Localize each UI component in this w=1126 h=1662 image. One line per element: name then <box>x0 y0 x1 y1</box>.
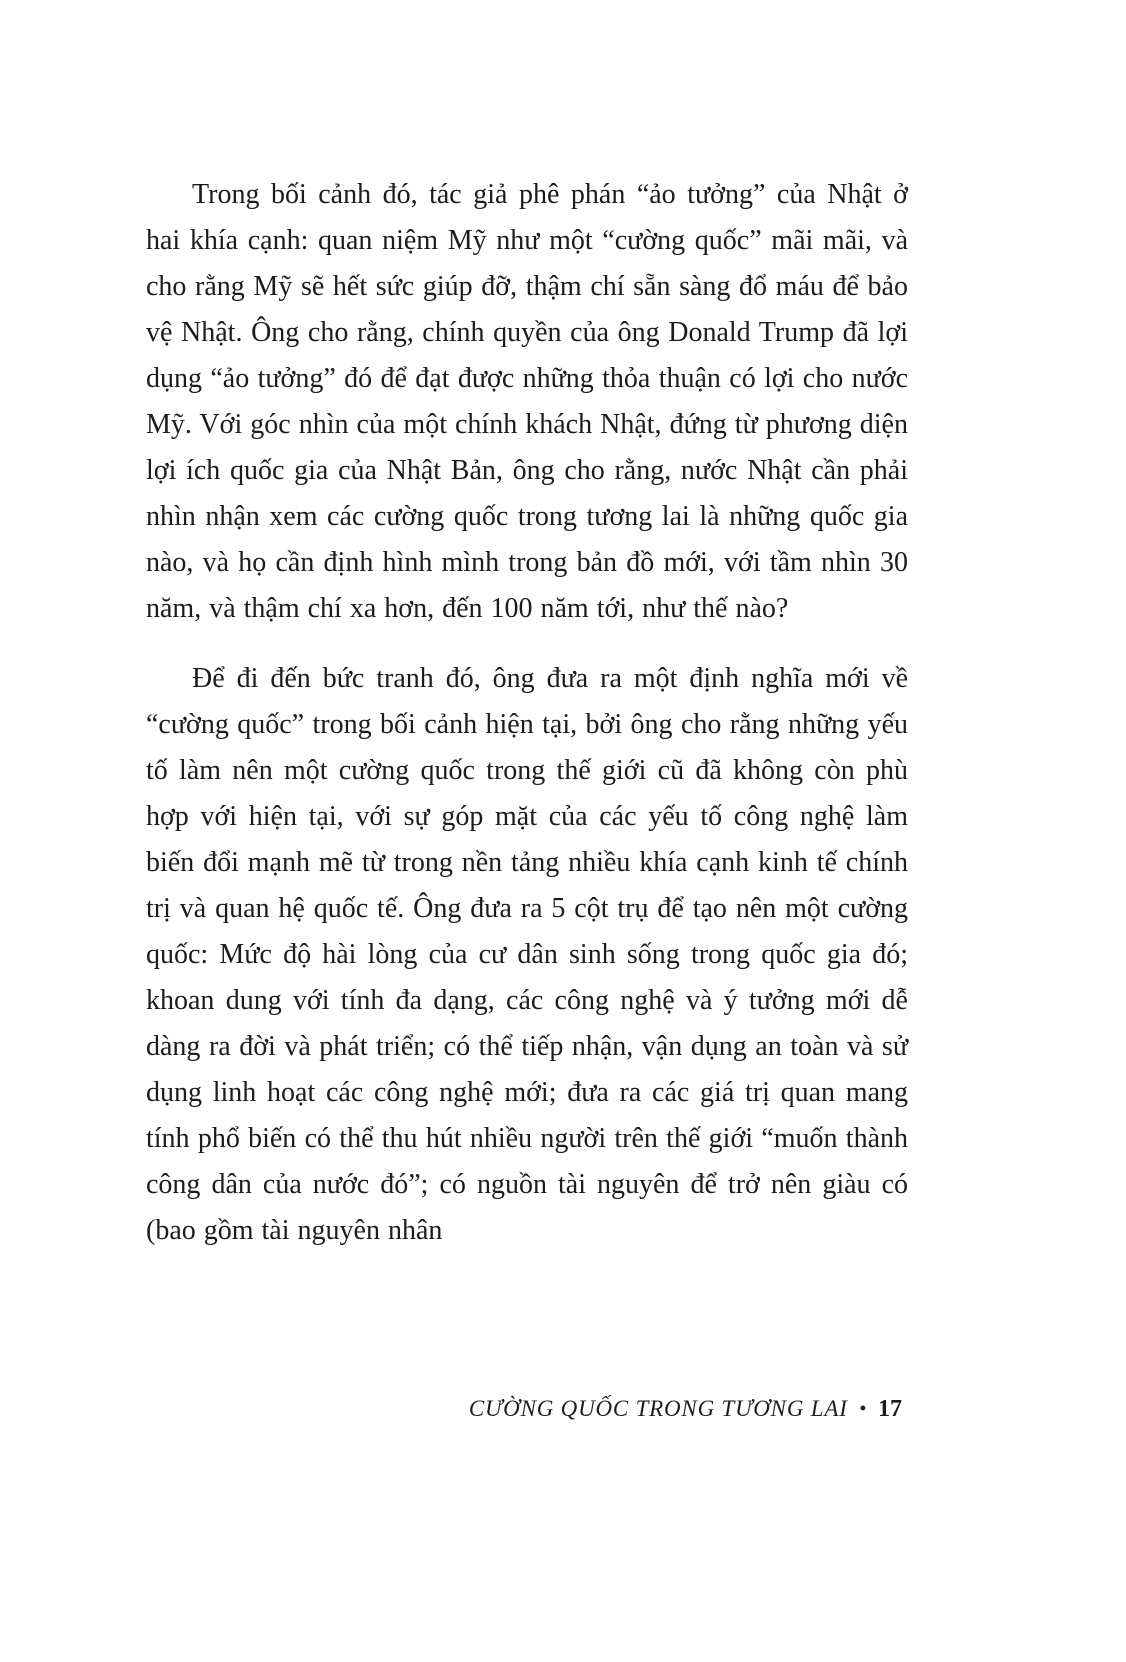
page-number: 17 <box>878 1396 902 1422</box>
page-footer <box>469 1396 902 1423</box>
paragraph-1: Trong bối cảnh đó, tác giả phê phán “ảo tưởng” của Nhật ở hai khía cạnh: quan niệm Mỹ như một “cường quốc” mãi mãi, và cho rằng Mỹ sẽ hết sức giúp đỡ, thậm chí sẵn sàng đổ máu để bảo vệ Nhật. Ông cho rằng, chính quyền của ông Donald Trump đã lợi dụng “ảo tưởng” đó để đạt được những thỏa thuận có lợi cho nước Mỹ. Với góc nhìn của một chính khách Nhật, đứng từ phương diện lợi ích quốc gia của Nhật Bản, ông cho rằng, nước Nhật cần phải nhìn nhận xem các cường quốc trong tương lai là những quốc gia nào, và họ cần định hình mình trong bản đồ mới, với tầm nhìn 30 năm, và thậm chí xa hơn, đến 100 năm tới, như thế nào? <box>146 179 908 624</box>
paragraph-2: Để đi đến bức tranh đó, ông đưa ra một định nghĩa mới về “cường quốc” trong bối cảnh hiện tại, bởi ông cho rằng những yếu tố làm nên một cường quốc trong thế giới cũ đã không còn phù hợp với hiện tại, với sự góp mặt của các yếu tố công nghệ làm biến đổi mạnh mẽ từ trong nền tảng nhiều khía cạnh kinh tế chính trị và quan hệ quốc tế. Ông đưa ra 5 cột trụ để tạo nên một cường quốc: Mức độ hài lòng của cư dân sinh sống trong quốc gia đó; khoan dung với tính đa dạng, các công nghệ và ý tưởng mới dễ dàng ra đời và phát triển; có thể tiếp nhận, vận dụng an toàn và sử dụng linh hoạt các công nghệ mới; đưa ra các giá trị quan mang tính phổ biến có thể thu hút nhiều người trên thế giới “muốn thành công dân của nước đó”; có nguồn tài nguyên để trở nên giàu có (bao gồm tài nguyên nhân <box>146 663 908 1246</box>
footer-separator: • <box>859 1398 866 1418</box>
running-title: CƯỜNG QUỐC TRONG TƯƠNG LAI <box>468 1396 848 1421</box>
page-content <box>146 172 908 1278</box>
